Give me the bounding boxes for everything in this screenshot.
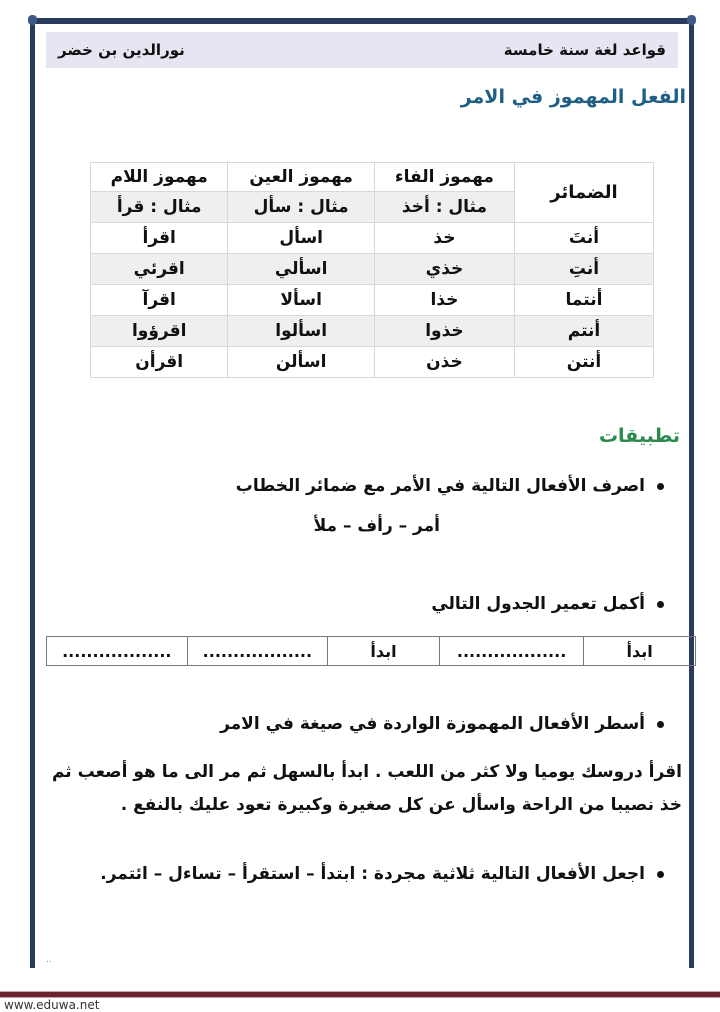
example-lam: مثال : قرأ <box>91 192 228 223</box>
fill-in-row <box>47 637 696 666</box>
exercise-3-text: أسطر الأفعال المهموزة الواردة في صيغة في الامر <box>220 714 645 734</box>
ayn-cell: اسألي <box>228 254 374 285</box>
fill-in-table <box>46 636 696 666</box>
footer-rule <box>0 991 720 998</box>
ayn-cell: اسألا <box>228 285 374 316</box>
fa-cell: خذن <box>374 347 514 378</box>
lam-cell: اقرؤوا <box>91 316 228 347</box>
exercise-3-paragraph <box>32 756 682 822</box>
exercise-2-instruction <box>431 594 664 614</box>
table-row <box>91 285 654 316</box>
example-fa: مثال : أخذ <box>374 192 514 223</box>
column-header-lam: مهموز اللام <box>91 163 228 192</box>
exercise-4-instruction <box>100 864 664 884</box>
example-ayn: مثال : سأل <box>228 192 374 223</box>
fa-cell: خذ <box>374 223 514 254</box>
exercise-1-instruction <box>236 476 664 496</box>
fill-cell-blank[interactable]: .................. <box>439 637 583 666</box>
lam-cell: اقرآ <box>91 285 228 316</box>
table-header-row <box>91 163 654 192</box>
pronoun-cell: أنتَ <box>515 223 654 254</box>
ayn-cell: اسألن <box>228 347 374 378</box>
paragraph-line-1: اقرأ دروسك يوميا ولا كثر من اللعب . ابدأ بالسهل ثم مر الى ما هو أصعب ثم <box>51 762 682 782</box>
exercise-1-text: اصرف الأفعال التالية في الأمر مع ضمائر الخطاب <box>235 476 645 496</box>
header-subject: قواعد لغة سنة خامسة <box>503 41 666 59</box>
bullet-icon <box>657 721 664 728</box>
page-title: الفعل المهموز في الامر <box>460 86 686 108</box>
fa-cell: خذا <box>374 285 514 316</box>
fill-cell: ابدأ <box>328 637 440 666</box>
frame-top-border <box>30 18 694 24</box>
lam-cell: اقرأن <box>91 347 228 378</box>
exercise-4-text: اجعل الأفعال التالية ثلاثية مجردة : ابتدأ – استقرأ – تساءل – ائتمر. <box>100 864 645 884</box>
frame-corner-knob-left <box>28 15 37 25</box>
table-row <box>91 316 654 347</box>
fa-cell: خذوا <box>374 316 514 347</box>
frame-corner-knob-right <box>687 15 696 25</box>
bullet-icon <box>657 483 664 490</box>
paragraph-line-2: خذ نصيبا من الراحة واسأل عن كل صغيرة وكبيرة تعود عليك بالنفع . <box>120 795 682 815</box>
pronoun-cell: أنتم <box>515 316 654 347</box>
conjugation-table <box>90 162 654 378</box>
header-bar <box>46 32 678 68</box>
fill-cell-blank[interactable]: .................. <box>187 637 328 666</box>
lam-cell: اقرأ <box>91 223 228 254</box>
applications-title: تطبيقات <box>598 425 680 447</box>
ayn-cell: اسأل <box>228 223 374 254</box>
fa-cell: خذي <box>374 254 514 285</box>
ayn-cell: اسألوا <box>228 316 374 347</box>
exercise-3-instruction <box>220 714 664 734</box>
pronoun-header: الضمائر <box>515 163 654 223</box>
exercise-1-verbs: أمر – رأف – ملأ <box>313 516 440 536</box>
table-row <box>91 254 654 285</box>
pronoun-cell: أنتن <box>515 347 654 378</box>
bullet-icon <box>657 871 664 878</box>
frame-right-border <box>689 18 694 968</box>
pronoun-cell: أنتِ <box>515 254 654 285</box>
footer-url[interactable]: www.eduwa.net <box>4 998 100 1012</box>
frame-left-border <box>30 18 35 968</box>
exercise-2-text: أكمل تعمير الجدول التالي <box>431 594 645 614</box>
header-author: نورالدين بن خضر <box>58 41 185 59</box>
table-row <box>91 347 654 378</box>
table-row <box>91 223 654 254</box>
corner-mark: .. <box>46 955 52 965</box>
fill-cell: ابدأ <box>584 637 696 666</box>
fill-cell-blank[interactable]: .................. <box>47 637 188 666</box>
bullet-icon <box>657 601 664 608</box>
lam-cell: اقرئي <box>91 254 228 285</box>
pronoun-cell: أنتما <box>515 285 654 316</box>
column-header-ayn: مهموز العين <box>228 163 374 192</box>
column-header-fa: مهموز الفاء <box>374 163 514 192</box>
